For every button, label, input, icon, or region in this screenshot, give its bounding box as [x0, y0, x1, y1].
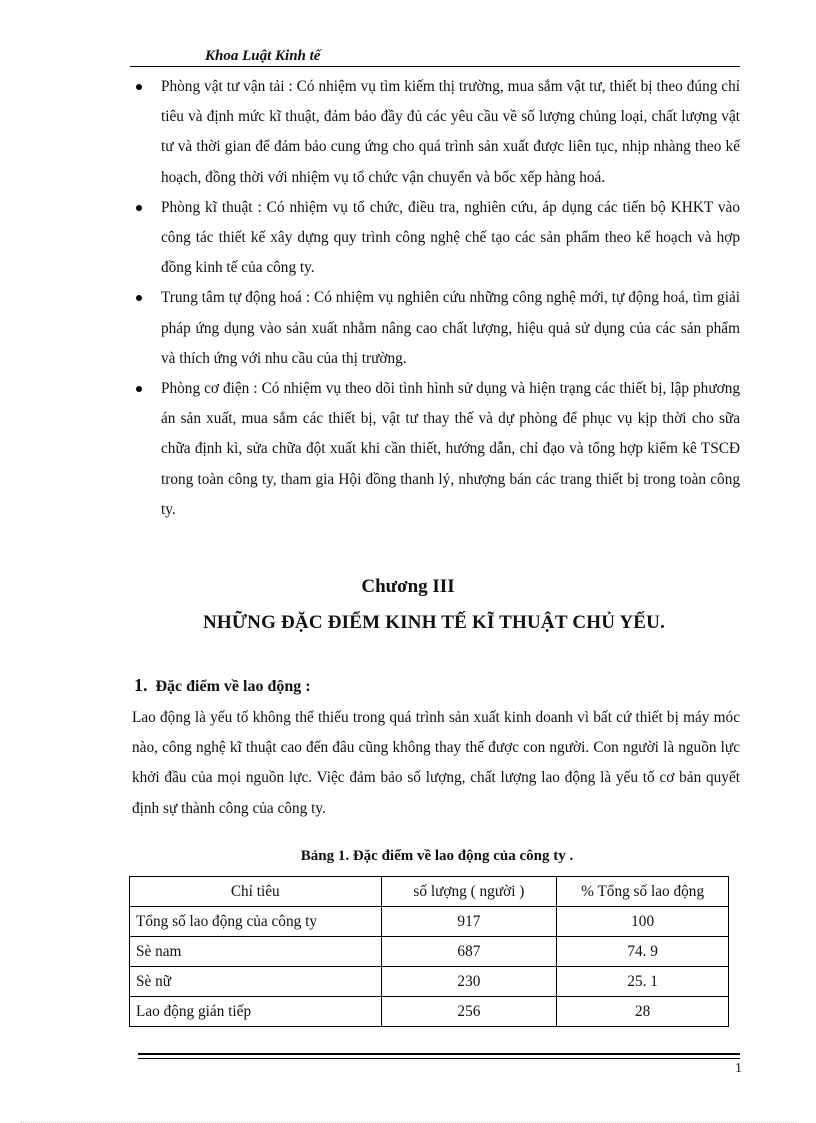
- bullet-text: Phòng vật tư vận tải : Có nhiệm vụ tìm kiếm thị trường, mua sắm vật tư, thiết bị theo đúng chỉ tiêu và định mức kĩ thuật, đảm bảo đầy đủ các yêu cầu về số lượng chủng loại, chất lượng vật tư và thời gian để đảm bảo cung ứng cho quá trình sản xuất được liên tục, nhịp nhàng theo kế hoạch, đồng thời với nhiệm vụ tổ chức vận chuyển và bốc xếp hàng hoá.: [161, 78, 740, 186]
- bullet-text: Trung tâm tự động hoá : Có nhiệm vụ nghiên cứu những công nghệ mới, tự động hoá, tìm giải pháp ứng dụng vào sản xuất nhằm nâng cao chất lượng, hiệu quả sử dụng của các sản phẩm và thích ứng với nhu cầu của thị trường.: [161, 289, 740, 367]
- footer-rule: [138, 1058, 740, 1059]
- page-number: 1: [735, 1061, 742, 1076]
- section-number: 1.: [134, 675, 148, 695]
- table-cell: 100: [557, 907, 729, 937]
- header-title: Khoa Luật Kinh tế: [205, 48, 321, 64]
- section-paragraph: Lao động là yếu tố không thể thiếu trong quá trình sản xuất kinh doanh vì bất cứ thiết bị máy móc nào, công nghệ kĩ thuật cao đến đâu cũng không thay thế được con người. Con người là nguồn lực khởi đầu của mọi nguồn lực. Việc đảm bảo số lượng, chất lượng lao động là yếu tố cơ bản quyết định sự thành công của công ty.: [132, 709, 740, 817]
- table-cell: 687: [381, 937, 557, 967]
- table-row: [130, 937, 729, 967]
- table-cell: 230: [381, 967, 557, 997]
- bullet-text: Phòng cơ điện : Có nhiệm vụ theo dõi tình hình sử dụng và hiện trạng các thiết bị, lập phương án sản xuất, mua sắm các thiết bị, vật tư thay thế và dự phòng để phục vụ kịp thời cho sữa chữa định kì, sửa chữa đột xuất khi cần thiết, hướng dẫn, chỉ đạo và tổng hợp kiểm kê TSCĐ trong toàn công ty, tham gia Hội đồng thanh lý, nhượng bán các trang thiết bị trong toàn công ty.: [161, 380, 740, 518]
- table-row: [130, 967, 729, 997]
- table-caption: Bảng 1. Đặc điểm về lao động của công ty .: [300, 848, 574, 864]
- section-heading-text: Đặc điểm về lao động :: [155, 678, 311, 695]
- footer-rule: [138, 1053, 740, 1055]
- table-cell: 256: [381, 997, 557, 1027]
- bullet-item-tu-dong-hoa: [130, 283, 740, 374]
- table-header-cell: số lượng ( người ): [381, 877, 557, 907]
- table-cell: 917: [381, 907, 557, 937]
- bullet-item-vat-tu: [130, 72, 740, 193]
- bullet-dot-icon: [136, 386, 142, 392]
- bullet-dot-icon: [136, 205, 142, 211]
- table-cell: Lao động gián tiếp: [130, 997, 382, 1027]
- labor-table: [129, 876, 729, 1027]
- chapter-label: Chương III: [361, 576, 455, 597]
- table-cell: 28: [557, 997, 729, 1027]
- section-heading: [134, 675, 311, 696]
- table-cell: 25. 1: [557, 967, 729, 997]
- table-cell: Sè nam: [130, 937, 382, 967]
- table-cell: Sè nữ: [130, 967, 382, 997]
- table-cell: Tổng số lao động của công ty: [130, 907, 382, 937]
- chapter-title: NHỮNG ĐẶC ĐIỂM KINH TẾ KĨ THUẬT CHỦ YẾU.: [202, 612, 666, 633]
- table-row: [130, 997, 729, 1027]
- bullet-item-ki-thuat: [130, 193, 740, 284]
- bullet-dot-icon: [136, 295, 142, 301]
- bullet-text: Phòng kĩ thuật : Có nhiệm vụ tổ chức, điều tra, nghiên cứu, áp dụng các tiến bộ KHKT vào công tác thiết kế xây dựng quy trình công nghệ chế tạo các sản phẩm theo kế hoạch và hợp đồng kinh tế của công ty.: [161, 198, 740, 277]
- bullet-item-co-dien: [130, 374, 740, 525]
- page-header: [130, 48, 740, 67]
- table-cell: 74. 9: [557, 937, 729, 967]
- bullet-dot-icon: [136, 84, 142, 90]
- bullet-list: [130, 72, 740, 525]
- table-header-row: [130, 877, 729, 907]
- table-header-cell: % Tổng số lao động: [557, 877, 729, 907]
- table-header-cell: Chỉ tiêu: [130, 877, 382, 907]
- table-row: [130, 907, 729, 937]
